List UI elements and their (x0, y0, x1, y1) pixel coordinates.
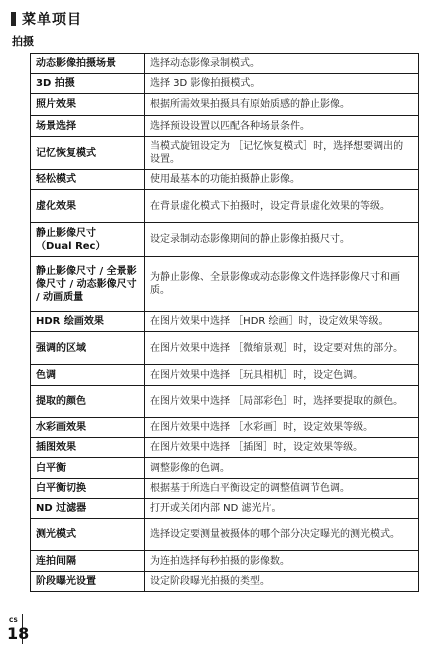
table-row (31, 365, 419, 386)
menu-item-name: 轻松模式 (31, 170, 145, 190)
menu-item-description: 根据基于所选白平衡设定的调整值调节色调。 (145, 479, 419, 499)
menu-item-description: 为静止影像、全景影像或动态影像文件选择影像尺寸和画质。 (145, 257, 419, 312)
table-row (31, 519, 419, 551)
menu-item-name: 测光模式 (31, 519, 145, 551)
table-row (31, 499, 419, 519)
table-row (31, 257, 419, 312)
menu-item-description: 使用最基本的功能拍摄静止影像。 (145, 170, 419, 190)
table-row (31, 74, 419, 94)
menu-item-description: 选择设定要测量被摄体的哪个部分决定曝光的测光模式。 (145, 519, 419, 551)
menu-item-name: 静止影像尺寸 （Dual Rec） (31, 223, 145, 257)
menu-item-description: 在图片效果中选择 ［微缩景观］时，设定要对焦的部分。 (145, 332, 419, 365)
menu-item-description: 打开或关闭内部 ND 滤光片。 (145, 499, 419, 519)
heading-marker (11, 12, 16, 26)
table-row (31, 137, 419, 170)
table-row (31, 54, 419, 74)
table-row (31, 223, 419, 257)
menu-item-description: 在背景虚化模式下拍摄时，设定背景虚化效果的等级。 (145, 190, 419, 223)
table-row (31, 572, 419, 592)
menu-item-name: 色调 (31, 365, 145, 386)
table-row (31, 386, 419, 418)
menu-item-description: 根据所需效果拍摄具有原始质感的静止影像。 (145, 94, 419, 116)
menu-item-name: 照片效果 (31, 94, 145, 116)
menu-items-table (30, 53, 419, 592)
menu-item-name: 连拍间隔 (31, 551, 145, 572)
menu-item-description: 设定录制动态影像期间的静止影像拍摄尺寸。 (145, 223, 419, 257)
menu-item-description: 在图片效果中选择 ［局部彩色］时，选择要提取的颜色。 (145, 386, 419, 418)
menu-item-description: 选择动态影像录制模式。 (145, 54, 419, 74)
menu-item-name: 记忆恢复模式 (31, 137, 145, 170)
menu-item-description: 在图片效果中选择 ［玩具相机］时，设定色调。 (145, 365, 419, 386)
menu-item-description: 在图片效果中选择 ［水彩画］时，设定效果等级。 (145, 418, 419, 438)
menu-item-description: 为连拍选择每秒拍摄的影像数。 (145, 551, 419, 572)
table-row (31, 479, 419, 499)
table-row (31, 551, 419, 572)
table-row (31, 438, 419, 458)
table-row (31, 170, 419, 190)
table-row (31, 332, 419, 365)
menu-item-name: 静止影像尺寸 / 全景影像尺寸 / 动态影像尺寸 / 动画质量 (31, 257, 145, 312)
menu-item-name: 动态影像拍摄场景 (31, 54, 145, 74)
menu-item-description: 当模式旋钮设定为 ［记忆恢复模式］时，选择想要调出的设置。 (145, 137, 419, 170)
menu-item-description: 选择预设设置以匹配各种场景条件。 (145, 116, 419, 137)
menu-item-name: 场景选择 (31, 116, 145, 137)
table-row (31, 312, 419, 332)
menu-item-name: 水彩画效果 (31, 418, 145, 438)
menu-item-description: 在图片效果中选择 ［HDR 绘画］时，设定效果等级。 (145, 312, 419, 332)
table-row (31, 418, 419, 438)
menu-item-name: 3D 拍摄 (31, 74, 145, 94)
menu-item-name: 白平衡 (31, 458, 145, 479)
menu-item-description: 在图片效果中选择 ［插图］时，设定效果等级。 (145, 438, 419, 458)
menu-item-name: 白平衡切换 (31, 479, 145, 499)
table-row (31, 458, 419, 479)
menu-item-description: 设定阶段曝光拍摄的类型。 (145, 572, 419, 592)
table-row (31, 190, 419, 223)
menu-item-description: 选择 3D 影像拍摄模式。 (145, 74, 419, 94)
section-title: 菜单项目 (22, 12, 82, 28)
table-row (31, 94, 419, 116)
menu-item-name: 插图效果 (31, 438, 145, 458)
menu-item-name: 虚化效果 (31, 190, 145, 223)
menu-item-name: 强调的区域 (31, 332, 145, 365)
menu-item-name: ND 过滤器 (31, 499, 145, 519)
subsection-title: 拍摄 (12, 35, 34, 48)
language-code: CS (9, 617, 18, 624)
page-number: 18 (7, 624, 30, 643)
table-row (31, 116, 419, 137)
menu-item-name: 阶段曝光设置 (31, 572, 145, 592)
menu-item-name: 提取的颜色 (31, 386, 145, 418)
section-heading (11, 10, 82, 28)
menu-item-description: 调整影像的色调。 (145, 458, 419, 479)
menu-item-name: HDR 绘画效果 (31, 312, 145, 332)
